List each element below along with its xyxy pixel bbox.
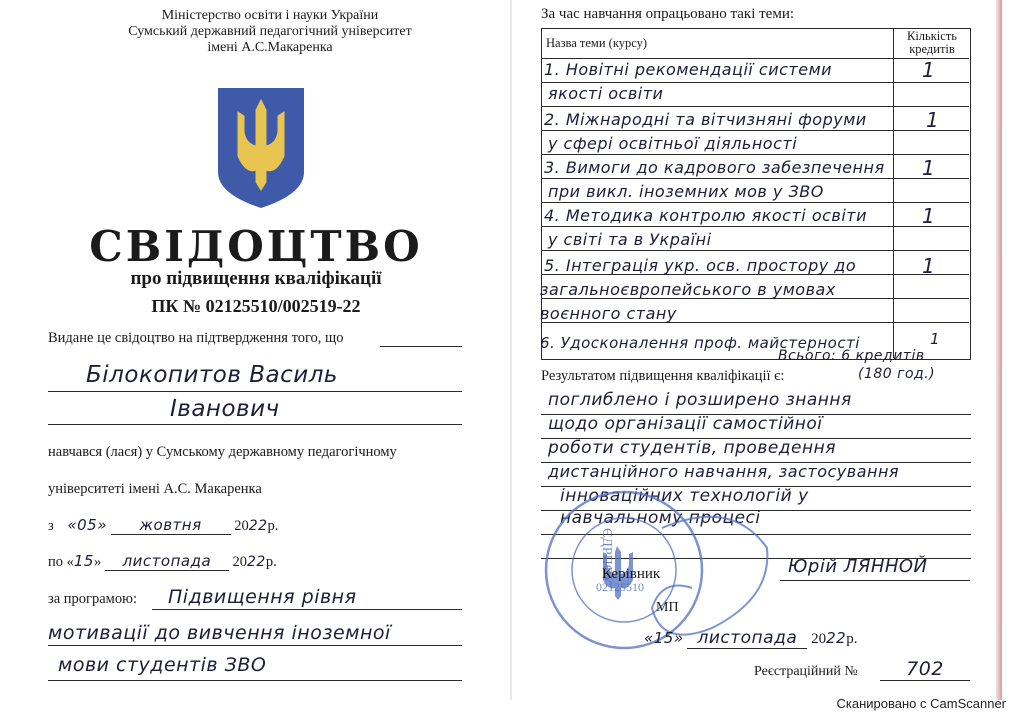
result-line-1: поглиблено і розширено знання	[548, 390, 852, 410]
head-label: Керівник	[602, 566, 661, 582]
table-rule	[541, 106, 969, 107]
issue-date	[644, 628, 857, 649]
results-label: Результатом підвищення кваліфікації є:	[541, 368, 785, 384]
col-header-topic: Назва теми (курсу)	[546, 36, 648, 50]
certificate-number: ПК № 02125510/002519-22	[151, 296, 361, 316]
topic-5-line-3: воєнного стану	[540, 304, 677, 323]
result-line-5: інноваційних технологій у	[560, 486, 809, 506]
certificate-subtitle: про підвищення кваліфікації	[130, 268, 382, 289]
to-prefix: по «	[48, 554, 74, 570]
to-month: листопада	[105, 552, 229, 571]
studied-line-2: університеті імені А.С. Макаренка	[48, 481, 262, 497]
ministry-line-2: Сумський державний педагогічний університет	[128, 24, 412, 39]
table-rule	[541, 178, 969, 179]
topics-intro: За час навчання опрацьовано такі теми:	[541, 6, 795, 22]
topic-4-credits: 1	[922, 204, 936, 228]
issue-date-year-prefix: 20	[811, 631, 827, 647]
col-header-credits	[896, 30, 968, 56]
topic-3-credits: 1	[922, 156, 936, 180]
topic-4-line-1: 4. Методика контролю якості освіти	[544, 206, 867, 225]
program-line-2: мотивації до вивчення іноземної	[48, 622, 391, 644]
result-line-6: навчальному процесі	[560, 508, 761, 528]
to-year-prefix: 20	[232, 554, 247, 570]
coat-of-arms-icon	[216, 86, 306, 210]
to-year-suffix: 22	[246, 554, 266, 570]
table-rule	[541, 226, 969, 227]
period-to	[48, 552, 277, 571]
ministry-header	[60, 8, 480, 56]
table-rule	[541, 154, 969, 155]
program-line-3: мови студентів ЗВО	[58, 654, 267, 676]
name-underline-1	[48, 391, 462, 392]
topic-2-credits: 1	[926, 108, 940, 132]
table-rule	[541, 130, 969, 131]
table-header-rule	[541, 58, 969, 59]
stamp-code: 02125510	[596, 580, 644, 594]
topic-4-line-2: у світі та в Україні	[548, 230, 712, 249]
issue-date-year-suffix: 22	[826, 629, 847, 647]
col-header-credits-2: кредитів	[909, 42, 955, 56]
stamp-code-label: ЄДРПОУ	[598, 528, 614, 584]
topic-1-credits: 1	[922, 58, 936, 82]
total-credits: Всього: 6 кредитів	[778, 348, 925, 364]
page-edge	[996, 0, 1002, 700]
issue-date-year-end: р.	[846, 631, 858, 647]
certificate-title: СВІДОЦТВО	[89, 222, 423, 271]
issued-label: Видане це свідоцтво на підтвердження того, що	[48, 330, 344, 346]
to-day: 15	[73, 552, 94, 570]
from-month: жовтня	[111, 516, 231, 535]
program-underline-1	[152, 609, 462, 610]
topic-6-credits: 1	[930, 330, 941, 348]
from-day: «05»	[67, 516, 107, 534]
table-column-divider	[893, 28, 894, 358]
scanner-watermark: Сканировано с CamScanner	[836, 696, 1006, 711]
name-underline-2	[48, 424, 462, 425]
period-from	[48, 516, 278, 535]
topic-1-line-1: 1. Новітні рекомендації системи	[544, 60, 833, 79]
from-prefix: з	[48, 518, 54, 534]
ministry-line-3: імені А.С.Макаренка	[207, 40, 333, 55]
from-year-end: р.	[267, 518, 279, 534]
to-quote: »	[93, 554, 102, 570]
result-line-3: роботи студентів, проведення	[548, 438, 836, 458]
program-underline-2	[48, 645, 462, 646]
from-year-prefix: 20	[234, 518, 249, 534]
head-name: Юрій ЛЯННОЙ	[788, 556, 928, 577]
to-year-end: р.	[265, 554, 277, 570]
topic-2-line-1: 2. Міжнародні та вітчизняні форуми	[544, 110, 867, 129]
program-label: за програмою:	[48, 591, 137, 607]
holder-name-line-2: Іванович	[170, 396, 280, 422]
topic-5-line-2: загальноєвропейського в умовах	[540, 280, 836, 299]
registration-number: 702	[880, 658, 970, 681]
topic-1-line-2: якості освіти	[548, 84, 664, 103]
issue-date-month: листопада	[687, 628, 807, 649]
total-hours: (180 год.)	[858, 366, 936, 382]
topic-6-line-1: 6. Удосконалення проф. майстерності	[540, 334, 860, 352]
holder-name-line-1: Білокопитов Василь	[86, 362, 338, 388]
from-year-suffix: 22	[248, 518, 268, 534]
col-header-credits-1: Кількість	[906, 29, 957, 43]
registration-label: Реєстраційний №	[754, 664, 858, 679]
result-line-2: щодо організації самостійної	[548, 414, 823, 434]
topic-5-line-1: 5. Інтеграція укр. осв. простору до	[544, 256, 857, 275]
issue-date-day: «15»	[644, 629, 684, 647]
table-rule	[541, 250, 969, 251]
table-rule	[541, 82, 969, 83]
result-line-4: дистанційного навчання, застосування	[548, 462, 900, 481]
topic-2-line-2: у сфері освітньої діяльності	[548, 134, 798, 153]
program-underline-3	[48, 680, 462, 681]
studied-line-1: навчався (лася) у Сумському державному педагогічному	[48, 444, 397, 460]
issued-underline	[380, 346, 462, 347]
topic-3-line-2: при викл. іноземних мов у ЗВО	[548, 182, 824, 201]
topic-5-credits: 1	[922, 254, 936, 278]
ministry-line-1: Міністерство освіти і науки України	[161, 8, 379, 23]
mp-label: МП	[656, 600, 679, 615]
table-rule	[541, 202, 969, 203]
program-line-1: Підвищення рівня	[168, 586, 357, 608]
head-signature-line	[780, 580, 970, 581]
topic-3-line-1: 3. Вимоги до кадрового забезпечення	[544, 158, 885, 177]
